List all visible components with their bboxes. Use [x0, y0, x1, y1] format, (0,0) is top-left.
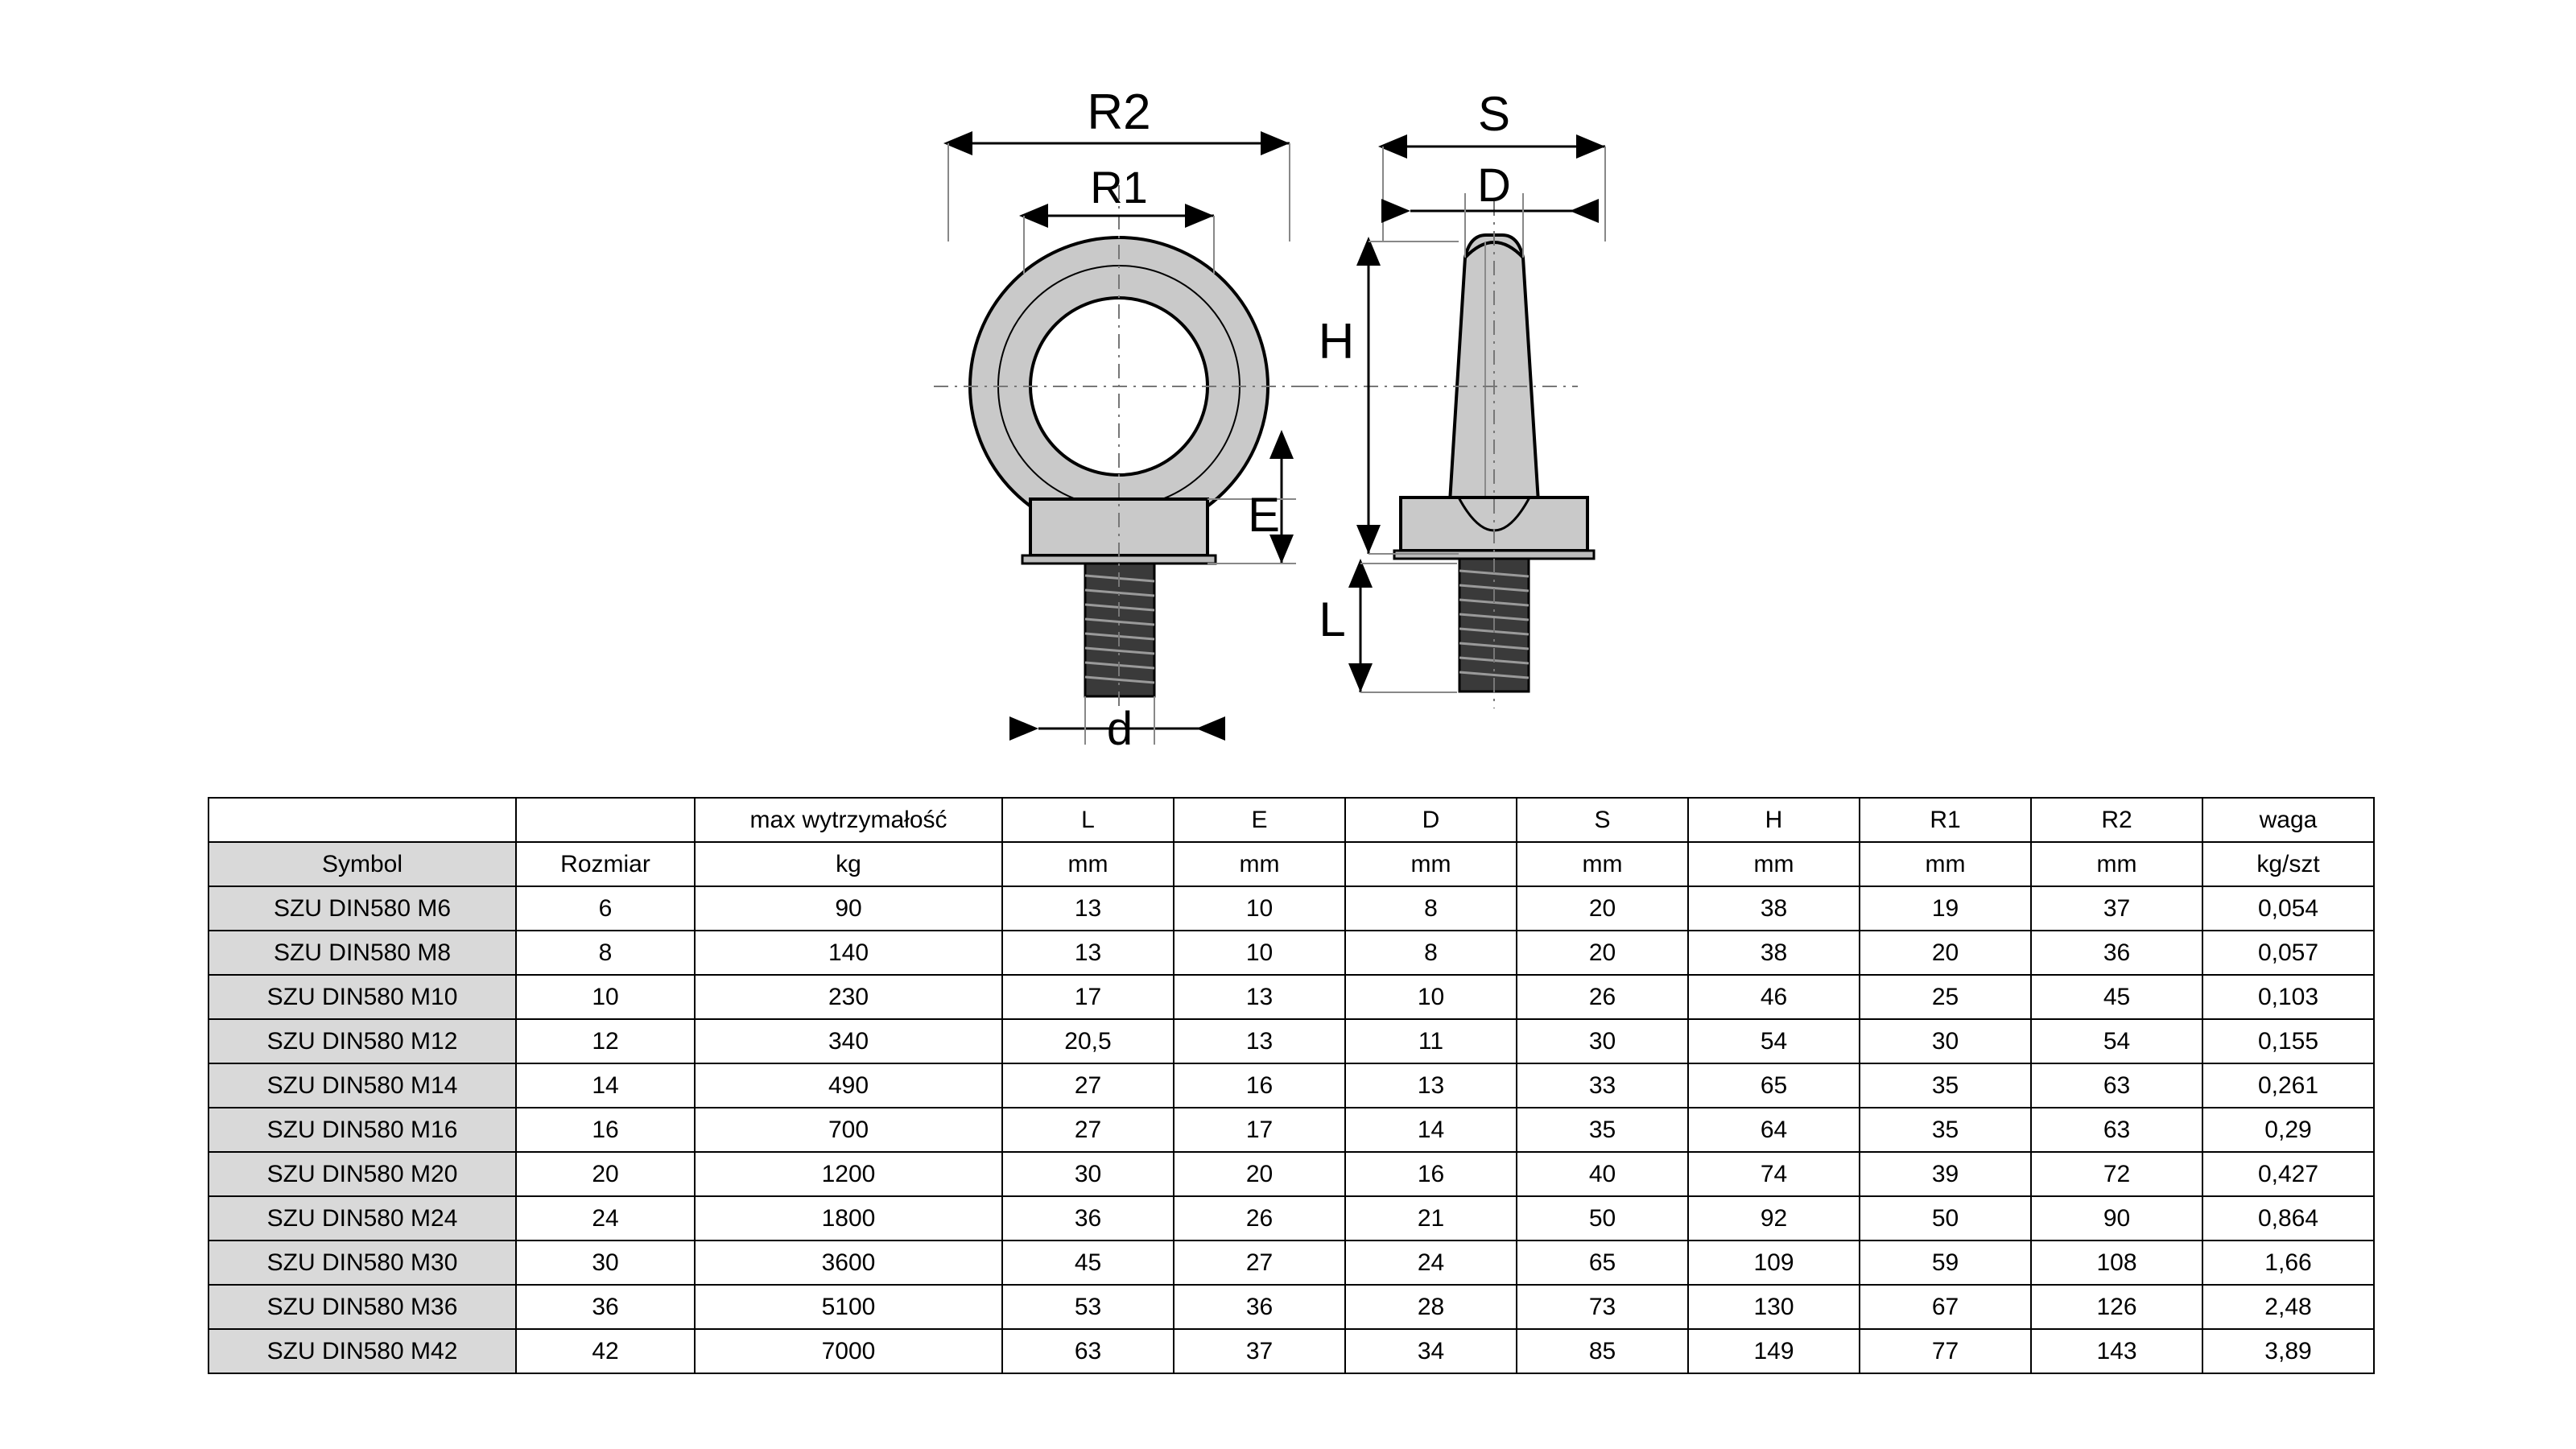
cell-r2: 63 — [2031, 1108, 2202, 1152]
cell-max-strength: 140 — [695, 931, 1002, 975]
cell-s: 85 — [1517, 1329, 1688, 1373]
cell-e: 10 — [1174, 931, 1345, 975]
cell-l: 13 — [1002, 886, 1174, 931]
cell-r2: 54 — [2031, 1019, 2202, 1063]
cell-r1: 50 — [1860, 1196, 2031, 1241]
cell-r1: 35 — [1860, 1063, 2031, 1108]
cell-max-strength: 1800 — [695, 1196, 1002, 1241]
cell-size: 20 — [516, 1152, 695, 1196]
cell-weight: 0,103 — [2202, 975, 2374, 1019]
unit-r2: mm — [2031, 842, 2202, 886]
table-row — [208, 1329, 2374, 1373]
cell-symbol: SZU DIN580 M14 — [208, 1063, 516, 1108]
cell-r1: 59 — [1860, 1241, 2031, 1285]
cell-size: 12 — [516, 1019, 695, 1063]
cell-e: 27 — [1174, 1241, 1345, 1285]
cell-r2: 36 — [2031, 931, 2202, 975]
header-row-units — [208, 842, 2374, 886]
header-size: Rozmiar — [516, 842, 695, 886]
cell-size: 30 — [516, 1241, 695, 1285]
cell-h: 46 — [1688, 975, 1860, 1019]
header-d: D — [1345, 798, 1517, 842]
cell-symbol: SZU DIN580 M36 — [208, 1285, 516, 1329]
cell-r1: 30 — [1860, 1019, 2031, 1063]
cell-s: 35 — [1517, 1108, 1688, 1152]
unit-l: mm — [1002, 842, 1174, 886]
cell-weight: 0,261 — [2202, 1063, 2374, 1108]
cell-d: 10 — [1345, 975, 1517, 1019]
cell-size: 10 — [516, 975, 695, 1019]
cell-size: 42 — [516, 1329, 695, 1373]
cell-s: 20 — [1517, 886, 1688, 931]
cell-symbol: SZU DIN580 M6 — [208, 886, 516, 931]
cell-r2: 126 — [2031, 1285, 2202, 1329]
svg-text:R1: R1 — [1090, 162, 1148, 213]
svg-text:d: d — [1106, 703, 1133, 755]
table-row — [208, 1285, 2374, 1329]
cell-weight: 1,66 — [2202, 1241, 2374, 1285]
cell-e: 37 — [1174, 1329, 1345, 1373]
cell-d: 28 — [1345, 1285, 1517, 1329]
cell-h: 54 — [1688, 1019, 1860, 1063]
cell-h: 38 — [1688, 886, 1860, 931]
cell-h: 74 — [1688, 1152, 1860, 1196]
cell-symbol: SZU DIN580 M16 — [208, 1108, 516, 1152]
unit-max-strength: kg — [695, 842, 1002, 886]
cell-size: 8 — [516, 931, 695, 975]
svg-text:H: H — [1318, 314, 1355, 369]
cell-symbol: SZU DIN580 M30 — [208, 1241, 516, 1285]
table-row — [208, 931, 2374, 975]
cell-l: 36 — [1002, 1196, 1174, 1241]
cell-l: 27 — [1002, 1108, 1174, 1152]
cell-r2: 72 — [2031, 1152, 2202, 1196]
cell-h: 130 — [1688, 1285, 1860, 1329]
table-row — [208, 1063, 2374, 1108]
cell-e: 13 — [1174, 1019, 1345, 1063]
cell-h: 109 — [1688, 1241, 1860, 1285]
cell-d: 8 — [1345, 931, 1517, 975]
svg-text:D: D — [1477, 159, 1511, 212]
unit-h: mm — [1688, 842, 1860, 886]
cell-e: 10 — [1174, 886, 1345, 931]
cell-s: 73 — [1517, 1285, 1688, 1329]
table-row — [208, 886, 2374, 931]
cell-h: 92 — [1688, 1196, 1860, 1241]
cell-s: 40 — [1517, 1152, 1688, 1196]
table-body — [208, 886, 2374, 1373]
cell-d: 21 — [1345, 1196, 1517, 1241]
cell-r1: 67 — [1860, 1285, 2031, 1329]
cell-d: 34 — [1345, 1329, 1517, 1373]
table-row — [208, 1019, 2374, 1063]
cell-max-strength: 490 — [695, 1063, 1002, 1108]
header-max-strength: max wytrzymałość — [695, 798, 1002, 842]
cell-weight: 0,155 — [2202, 1019, 2374, 1063]
cell-r1: 35 — [1860, 1108, 2031, 1152]
cell-r1: 39 — [1860, 1152, 2031, 1196]
cell-r2: 90 — [2031, 1196, 2202, 1241]
eyebolt-side-view — [1304, 201, 1594, 708]
unit-e: mm — [1174, 842, 1345, 886]
cell-r1: 25 — [1860, 975, 2031, 1019]
cell-max-strength: 5100 — [695, 1285, 1002, 1329]
cell-h: 64 — [1688, 1108, 1860, 1152]
cell-symbol: SZU DIN580 M42 — [208, 1329, 516, 1373]
cell-symbol: SZU DIN580 M24 — [208, 1196, 516, 1241]
cell-max-strength: 1200 — [695, 1152, 1002, 1196]
cell-e: 26 — [1174, 1196, 1345, 1241]
header-l: L — [1002, 798, 1174, 842]
cell-max-strength: 700 — [695, 1108, 1002, 1152]
cell-s: 30 — [1517, 1019, 1688, 1063]
dimension-d-lower — [1038, 696, 1201, 755]
header-s: S — [1517, 798, 1688, 842]
cell-d: 14 — [1345, 1108, 1517, 1152]
cell-r1: 77 — [1860, 1329, 2031, 1373]
cell-symbol: SZU DIN580 M8 — [208, 931, 516, 975]
cell-r2: 37 — [2031, 886, 2202, 931]
cell-h: 38 — [1688, 931, 1860, 975]
cell-e: 16 — [1174, 1063, 1345, 1108]
cell-weight: 0,864 — [2202, 1196, 2374, 1241]
cell-weight: 0,057 — [2202, 931, 2374, 975]
cell-s: 33 — [1517, 1063, 1688, 1108]
table-head — [208, 798, 2374, 886]
cell-d: 8 — [1345, 886, 1517, 931]
unit-s: mm — [1517, 842, 1688, 886]
cell-weight: 0,29 — [2202, 1108, 2374, 1152]
cell-weight: 0,427 — [2202, 1152, 2374, 1196]
cell-weight: 0,054 — [2202, 886, 2374, 931]
unit-d: mm — [1345, 842, 1517, 886]
cell-r1: 20 — [1860, 931, 2031, 975]
cell-max-strength: 3600 — [695, 1241, 1002, 1285]
dimension-l — [1319, 564, 1457, 692]
cell-size: 24 — [516, 1196, 695, 1241]
header-e: E — [1174, 798, 1345, 842]
cell-l: 13 — [1002, 931, 1174, 975]
eyebolt-front-view — [934, 185, 1304, 708]
cell-r2: 143 — [2031, 1329, 2202, 1373]
cell-d: 13 — [1345, 1063, 1517, 1108]
cell-d: 16 — [1345, 1152, 1517, 1196]
table-row — [208, 1108, 2374, 1152]
cell-s: 20 — [1517, 931, 1688, 975]
cell-l: 53 — [1002, 1285, 1174, 1329]
cell-weight: 2,48 — [2202, 1285, 2374, 1329]
table-row — [208, 1196, 2374, 1241]
header-h: H — [1688, 798, 1860, 842]
cell-s: 65 — [1517, 1241, 1688, 1285]
cell-l: 27 — [1002, 1063, 1174, 1108]
header-blank-size — [516, 798, 695, 842]
cell-size: 14 — [516, 1063, 695, 1108]
cell-l: 63 — [1002, 1329, 1174, 1373]
cell-d: 24 — [1345, 1241, 1517, 1285]
cell-s: 26 — [1517, 975, 1688, 1019]
cell-symbol: SZU DIN580 M20 — [208, 1152, 516, 1196]
cell-r2: 45 — [2031, 975, 2202, 1019]
header-blank-symbol — [208, 798, 516, 842]
specification-table — [208, 797, 2375, 1374]
cell-r2: 108 — [2031, 1241, 2202, 1285]
cell-l: 30 — [1002, 1152, 1174, 1196]
cell-h: 65 — [1688, 1063, 1860, 1108]
cell-max-strength: 230 — [695, 975, 1002, 1019]
table-row — [208, 1152, 2374, 1196]
cell-max-strength: 7000 — [695, 1329, 1002, 1373]
unit-weight: kg/szt — [2202, 842, 2374, 886]
cell-h: 149 — [1688, 1329, 1860, 1373]
cell-weight: 3,89 — [2202, 1329, 2374, 1373]
cell-d: 11 — [1345, 1019, 1517, 1063]
header-weight: waga — [2202, 798, 2374, 842]
cell-e: 20 — [1174, 1152, 1345, 1196]
table-row — [208, 1241, 2374, 1285]
svg-text:L: L — [1319, 592, 1346, 646]
header-r2: R2 — [2031, 798, 2202, 842]
cell-e: 36 — [1174, 1285, 1345, 1329]
cell-r1: 19 — [1860, 886, 2031, 931]
specification-table-wrapper — [208, 797, 2373, 1374]
cell-e: 17 — [1174, 1108, 1345, 1152]
cell-l: 45 — [1002, 1241, 1174, 1285]
cell-max-strength: 90 — [695, 886, 1002, 931]
header-symbol: Symbol — [208, 842, 516, 886]
unit-r1: mm — [1860, 842, 2031, 886]
cell-symbol: SZU DIN580 M12 — [208, 1019, 516, 1063]
cell-symbol: SZU DIN580 M10 — [208, 975, 516, 1019]
table-row — [208, 975, 2374, 1019]
header-r1: R1 — [1860, 798, 2031, 842]
svg-text:R2: R2 — [1087, 85, 1151, 140]
header-row-measures — [208, 798, 2374, 842]
cell-l: 17 — [1002, 975, 1174, 1019]
cell-r2: 63 — [2031, 1063, 2202, 1108]
cell-max-strength: 340 — [695, 1019, 1002, 1063]
cell-l: 20,5 — [1002, 1019, 1174, 1063]
cell-size: 16 — [516, 1108, 695, 1152]
cell-e: 13 — [1174, 975, 1345, 1019]
cell-size: 36 — [516, 1285, 695, 1329]
cell-size: 6 — [516, 886, 695, 931]
svg-text:S: S — [1477, 87, 1511, 141]
svg-text:E: E — [1247, 488, 1281, 542]
cell-s: 50 — [1517, 1196, 1688, 1241]
